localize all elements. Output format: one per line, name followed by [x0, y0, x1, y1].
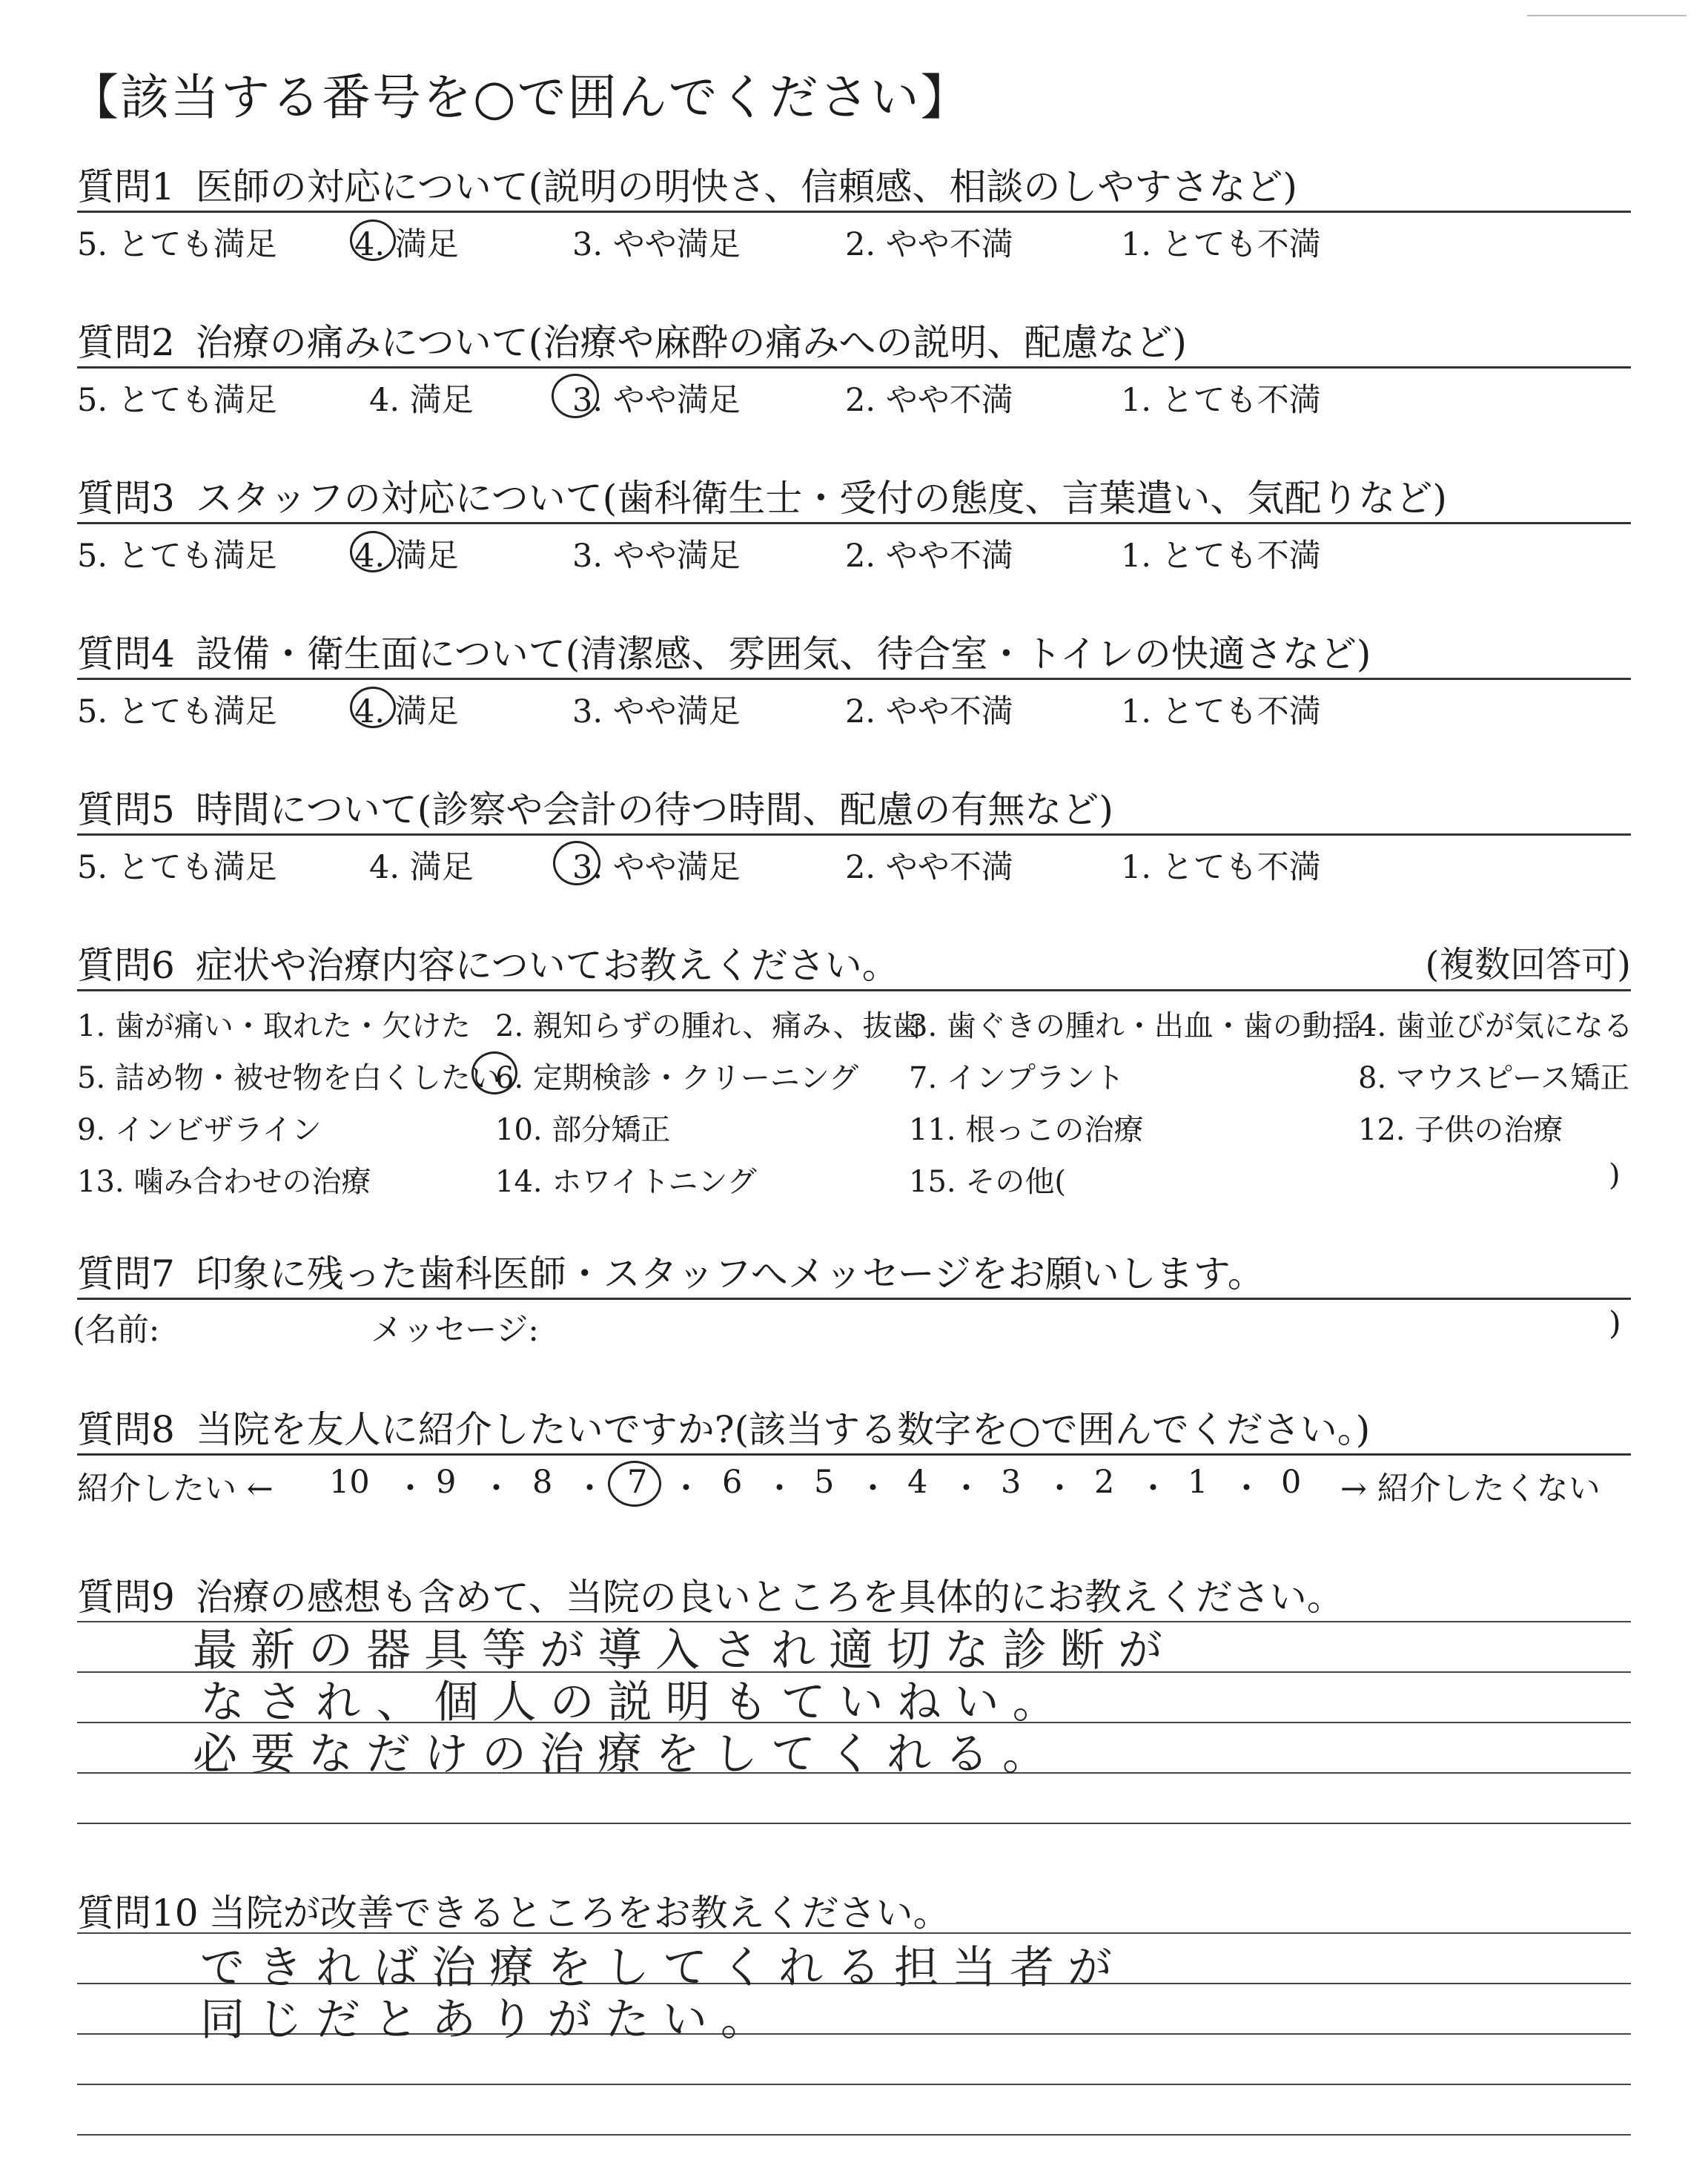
selection-circle	[608, 1461, 661, 1507]
option-4[interactable]: 4. 満足	[369, 382, 474, 419]
scale-dot: ・	[480, 1470, 512, 1507]
answer-line	[77, 1823, 1631, 1824]
option-2[interactable]: 2. やや不満	[845, 226, 1013, 263]
scale-dot: ・	[1137, 1470, 1169, 1507]
scale-9[interactable]: 9	[436, 1464, 457, 1501]
scale-dot: ・	[574, 1470, 606, 1507]
option-1[interactable]: 1. とても不満	[1121, 538, 1321, 575]
divider	[77, 211, 1631, 213]
question-4-title	[77, 624, 1371, 678]
name-field-label[interactable]: (名前:	[73, 1312, 160, 1349]
divider	[77, 366, 1631, 369]
scale-dot: ・	[670, 1470, 702, 1507]
q6-option-14[interactable]: 14. ホワイトニング	[495, 1165, 757, 1199]
question-2-title	[77, 313, 1187, 366]
question-text: 治療の痛みについて(治療や麻酔の痛みへの説明、配慮など)	[195, 321, 1187, 364]
option-4[interactable]: 4. 満足	[354, 538, 459, 575]
option-3[interactable]: 3. やや満足	[572, 693, 741, 730]
question-text: 当院を友人に紹介したいですか?(該当する数字を○で囲んでください。)	[195, 1408, 1371, 1451]
q6-other-close: )	[1609, 1158, 1621, 1192]
option-2[interactable]: 2. やや不満	[845, 849, 1013, 886]
divider	[77, 678, 1631, 680]
option-4[interactable]: 4. 満足	[354, 226, 459, 263]
selection-circle	[350, 219, 396, 261]
option-3[interactable]: 3. やや満足	[572, 538, 741, 575]
q6-option-4[interactable]: 4. 歯並びが気になる	[1358, 1009, 1633, 1043]
scale-6[interactable]: 6	[722, 1464, 743, 1501]
scale-10[interactable]: 10	[329, 1464, 370, 1501]
q7-close-paren: )	[1609, 1305, 1621, 1342]
answer-line	[77, 2084, 1631, 2085]
selection-circle	[553, 841, 600, 885]
question-number: 質問9	[77, 1576, 175, 1619]
option-5[interactable]: 5. とても満足	[77, 693, 277, 730]
question-text: 当院が改善できるところをお教えください。	[208, 1892, 950, 1935]
question-text: 印象に残った歯科医師・スタッフへメッセージをお願いします。	[195, 1252, 1265, 1295]
q6-option-15[interactable]: 15. その他(	[909, 1165, 1066, 1199]
q10-answer-line-1[interactable]: できれば治療をしてくれる担当者が	[200, 1942, 1125, 1994]
message-field-label[interactable]: メッセージ:	[371, 1312, 539, 1349]
question-number: 質問3	[77, 477, 175, 520]
scale-5[interactable]: 5	[814, 1464, 835, 1501]
question-6-title	[77, 936, 899, 989]
multiple-answers-note: (複数回答可)	[1425, 944, 1631, 985]
q6-option-2[interactable]: 2. 親知らずの腫れ、痛み、抜歯	[495, 1009, 922, 1043]
scale-8[interactable]: 8	[532, 1464, 553, 1501]
scale-dot: ・	[1231, 1470, 1262, 1507]
recommend-scale	[77, 1464, 1634, 1508]
scale-3[interactable]: 3	[1001, 1464, 1022, 1501]
question-number: 質問8	[77, 1408, 175, 1451]
question-text: スタッフの対応について(歯科衛生士・受付の態度、言葉遣い、気配りなど)	[195, 477, 1447, 520]
option-1[interactable]: 1. とても不満	[1121, 849, 1321, 886]
question-1-title	[77, 157, 1297, 211]
q6-option-11[interactable]: 11. 根っこの治療	[909, 1113, 1144, 1147]
q9-answer-line-2[interactable]: なされ、個人の説明もていねい。	[200, 1677, 1070, 1728]
question-7-title	[77, 1244, 1265, 1298]
q6-option-9[interactable]: 9. インビザライン	[77, 1113, 322, 1147]
question-number: 質問4	[77, 633, 175, 676]
question-text: 設備・衛生面について(清潔感、雰囲気、待合室・トイレの快適さなど)	[195, 633, 1371, 676]
question-text: 医師の対応について(説明の明快さ、信頼感、相談のしやすさなど)	[195, 165, 1297, 208]
question-number: 質問7	[77, 1252, 175, 1295]
question-8-title	[77, 1400, 1370, 1453]
option-4[interactable]: 4. 満足	[354, 693, 459, 730]
question-number: 質問6	[77, 944, 175, 987]
option-2[interactable]: 2. やや不満	[845, 693, 1013, 730]
scale-2[interactable]: 2	[1094, 1464, 1115, 1501]
scale-7[interactable]: 7	[627, 1464, 648, 1501]
q9-answer-line-1[interactable]: 最新の器具等が導入され適切な診断が	[193, 1625, 1176, 1677]
scale-dot: ・	[394, 1470, 426, 1507]
question-text: 時間について(診察や会計の待つ時間、配慮の有無など)	[195, 788, 1113, 831]
q10-answer-line-2[interactable]: 同じだとありがたい。	[200, 1994, 778, 2046]
option-5[interactable]: 5. とても満足	[77, 538, 277, 575]
q6-option-13[interactable]: 13. 噛み合わせの治療	[77, 1165, 371, 1199]
question-number: 質問1	[77, 165, 175, 208]
q6-option-1[interactable]: 1. 歯が痛い・取れた・欠けた	[77, 1009, 471, 1043]
question-text: 治療の感想も含めて、当院の良いところを具体的にお教えください。	[195, 1576, 1344, 1619]
option-3[interactable]: 3. やや満足	[572, 849, 741, 886]
q6-option-5[interactable]: 5. 詰め物・被せ物を白くしたい	[77, 1061, 500, 1095]
option-5[interactable]: 5. とても満足	[77, 382, 277, 419]
scale-1[interactable]: 1	[1188, 1464, 1208, 1501]
option-1[interactable]: 1. とても不満	[1121, 226, 1321, 263]
question-5-title	[77, 780, 1113, 833]
answer-line	[77, 2134, 1631, 2136]
scale-dot: ・	[1044, 1470, 1076, 1507]
question-number: 質問2	[77, 321, 175, 364]
scale-4[interactable]: 4	[907, 1464, 928, 1501]
divider	[77, 522, 1631, 524]
scale-0[interactable]: 0	[1281, 1464, 1302, 1501]
q6-option-12[interactable]: 12. 子供の治療	[1358, 1113, 1563, 1147]
scale-dot: ・	[857, 1470, 889, 1507]
option-2[interactable]: 2. やや不満	[845, 382, 1013, 419]
selection-circle	[350, 531, 396, 572]
option-5[interactable]: 5. とても満足	[77, 226, 277, 263]
divider	[77, 989, 1631, 991]
q6-option-6[interactable]: 6. 定期検診・クリーニング	[495, 1061, 859, 1095]
q6-option-8[interactable]: 8. マウスピース矯正	[1358, 1061, 1630, 1095]
q6-option-3[interactable]: 3. 歯ぐきの腫れ・出血・歯の動揺	[909, 1009, 1362, 1043]
divider	[77, 1298, 1631, 1300]
selection-circle	[471, 1051, 517, 1094]
page-heading: 【該当する番号を○で囲んでください】	[70, 69, 971, 126]
corner-mark	[1527, 15, 1687, 16]
scale-dot: ・	[950, 1470, 982, 1507]
q6-option-10[interactable]: 10. 部分矯正	[495, 1113, 671, 1147]
divider	[77, 1453, 1631, 1456]
question-10-title	[77, 1883, 950, 1937]
scale-left-label: 紹介したい ←	[77, 1470, 274, 1507]
question-number: 質問5	[77, 788, 175, 831]
question-text: 症状や治療内容についてお教えください。	[195, 944, 899, 987]
q9-answer-line-3[interactable]: 必要なだけの治療をしてくれる。	[193, 1728, 1060, 1780]
question-9-title	[77, 1568, 1344, 1621]
option-4[interactable]: 4. 満足	[369, 849, 474, 886]
question-3-title	[77, 469, 1447, 522]
option-2[interactable]: 2. やや不満	[845, 538, 1013, 575]
scale-right-label: → 紹介したくない	[1340, 1470, 1601, 1507]
selection-circle	[350, 687, 396, 728]
scale-dot: ・	[764, 1470, 795, 1507]
option-5[interactable]: 5. とても満足	[77, 849, 277, 886]
option-1[interactable]: 1. とても不満	[1121, 382, 1321, 419]
divider	[77, 833, 1631, 836]
q6-option-7[interactable]: 7. インプラント	[909, 1061, 1125, 1095]
option-1[interactable]: 1. とても不満	[1121, 693, 1321, 730]
option-3[interactable]: 3. やや満足	[572, 382, 741, 419]
selection-circle	[552, 374, 599, 418]
question-number: 質問10	[77, 1892, 199, 1935]
option-3[interactable]: 3. やや満足	[572, 226, 741, 263]
